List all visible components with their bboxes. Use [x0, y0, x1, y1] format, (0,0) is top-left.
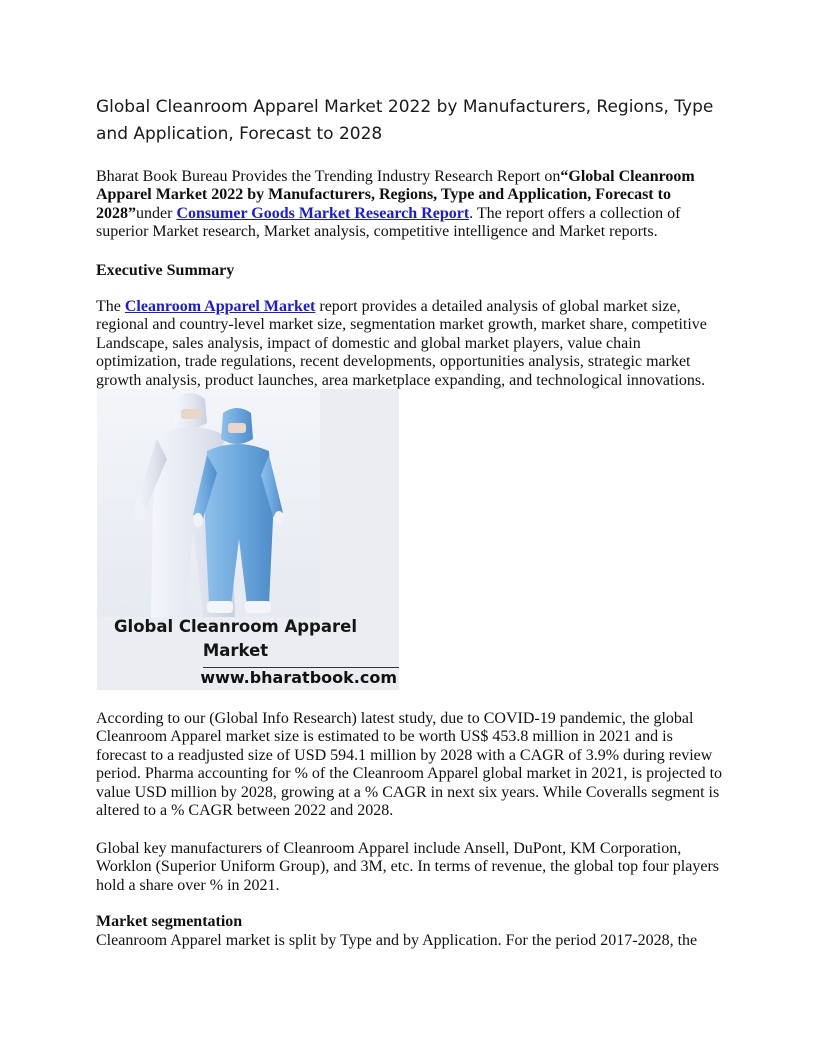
promo-url: www.bharatbook.com [200, 668, 397, 687]
report-bold-title: “Global Cleanroom Apparel Market 2022 by Manufacturers, Regions, Type and Application, Forecast to 2028” [96, 168, 695, 222]
summary-prefix: The [96, 298, 125, 315]
manufacturers-paragraph: Global key manufacturers of Cleanroom Apparel include Ansell, DuPont, KM Corporation, Worklon (Superior Uniform Group), and 3M, etc. In terms of revenue, the global top four players hold a share over % in 2021. [96, 840, 719, 894]
market-segmentation-heading: Market segmentation [96, 913, 243, 930]
intro-paragraph [96, 168, 724, 242]
intro-under: under [136, 204, 177, 222]
market-segmentation-paragraph: Cleanroom Apparel market is split by Type and by Application. For the period 2017-2028, the [96, 932, 698, 949]
cleanroom-suits-photo [97, 389, 320, 617]
executive-summary-paragraph [96, 298, 724, 390]
intro-prefix: Bharat Book Bureau Provides the Trending Industry Research Report on [96, 168, 561, 185]
promo-caption-line2: Market [202, 641, 269, 660]
cleanroom-apparel-market-link[interactable]: Cleanroom Apparel Market [124, 298, 316, 315]
promo-caption-line1: Global Cleanroom Apparel [114, 617, 357, 636]
consumer-goods-link[interactable]: Consumer Goods Market Research Report [176, 204, 470, 222]
promo-image [97, 389, 399, 690]
document-title: Global Cleanroom Apparel Market 2022 by Manufacturers, Regions, Type and Application, Forecast to 2028 [96, 97, 714, 144]
executive-summary-heading: Executive Summary [96, 262, 235, 279]
study-paragraph: According to our (Global Info Research) latest study, due to COVID-19 pandemic, the global Cleanroom Apparel market size is estimated to be worth US$ 453.8 million in 2021 and is forecast to a readjusted size of USD 594.1 million by 2028 with a CAGR of 3.9% during review period. Pharma accounting for % of the Cleanroom Apparel global market in 2021, is projected to value USD million by 2028, growing at a % CAGR in next six years. While Coveralls segment is altered to a % CAGR between 2022 and 2028. [96, 710, 723, 820]
intro-suffix: . The report offers a collection of superior Market research, Market analysis, competitive intelligence and Market reports. [96, 204, 681, 241]
summary-text: report provides a detailed analysis of global market size, regional and country-level market size, segmentation market growth, market share, competitive Landscape, sales analysis, impact of domestic and global market players, value chain optimization, trade regulations, recent developments, opportunities analysis, strategic market growth analysis, product launches, area marketplace expanding, and technological innovations. [96, 298, 707, 389]
promo-caption [97, 615, 374, 663]
